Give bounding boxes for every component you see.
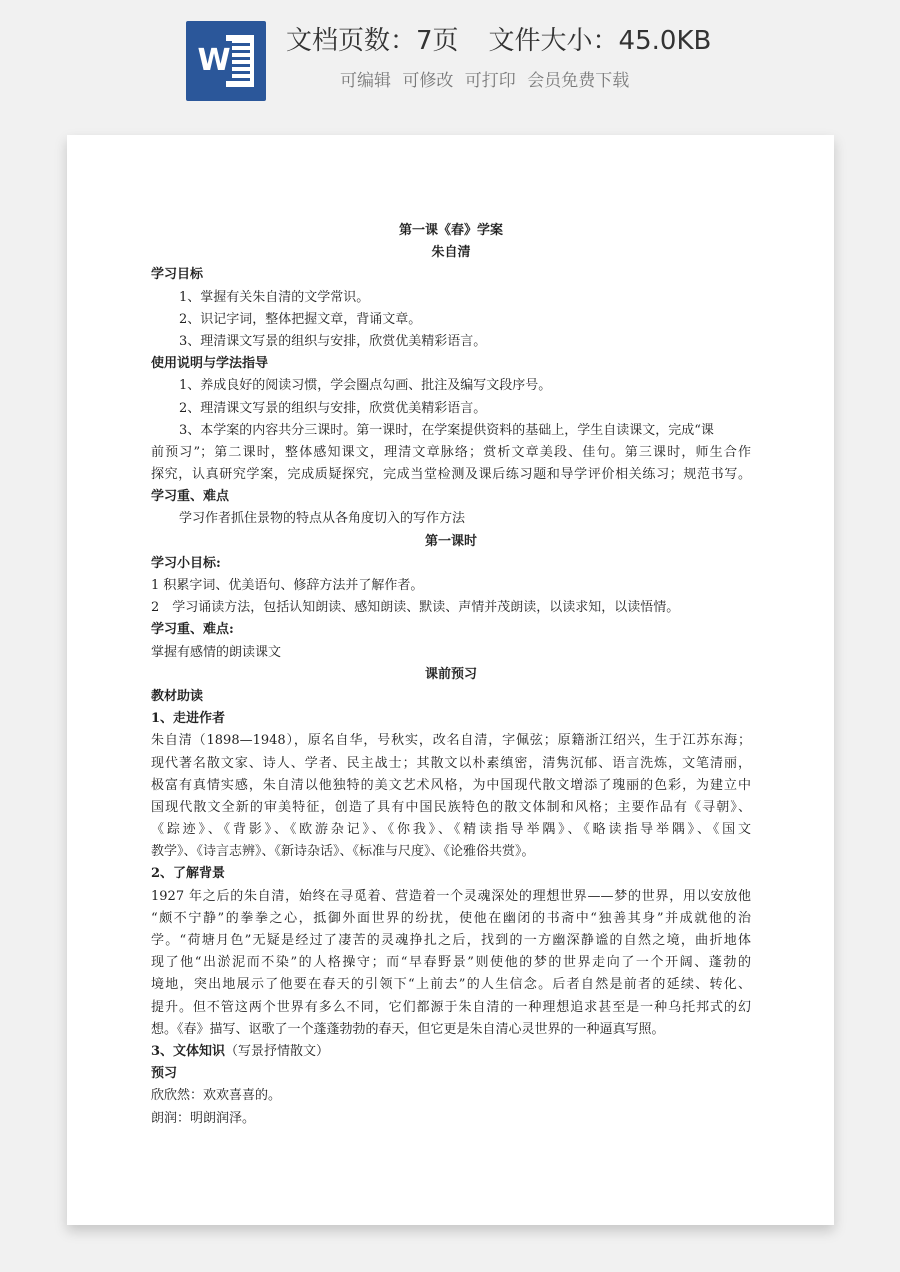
section-heading: 2、了解背景 <box>151 866 226 882</box>
usage-item: 前预习”；第二课时，整体感知课文，理清文章脉络；赏析文章美段、佳句。第三课时，师生合作 <box>151 444 751 460</box>
prep-item: 朗润：明朗润泽。 <box>151 1110 256 1126</box>
paragraph-line: 朱自清（1898—1948），原名自华，号秋实，改名自清，字佩弦；原籍浙江绍兴，生于江苏东海； <box>151 733 751 749</box>
section-heading: 学习小目标: <box>151 555 221 571</box>
paragraph-line: 教学》、《诗言志辨》、《新诗杂话》、《标准与尺度》、《论雅俗共赏》。 <box>151 844 535 860</box>
feature-list: 可编辑 可修改 可打印 会员免费下载 <box>340 71 630 91</box>
section-heading: 1、走进作者 <box>151 711 226 727</box>
preview-heading: 课前预习 <box>424 666 477 682</box>
lesson-heading: 第一课时 <box>424 533 477 549</box>
usage-item: 探究，认真研究学案，完成质疑探究，完成当堂检测及课后练习题和导学评价相关练习；规范书写。 <box>151 467 751 483</box>
paragraph-line: 提升。但不管这两个世界有多么不同，它们都源于朱自清的一种理想追求甚至是一种乌托邦式的幻 <box>151 999 751 1015</box>
prep-item: 欣欣然：欢欢喜喜的。 <box>151 1088 282 1104</box>
small-goal-item: 2 学习诵读方法，包括认知朗读、感知朗读、默读、声情并茂朗读，以读求知，以读悟情。 <box>151 600 680 616</box>
small-goal-item: 1 积累字词、优美语句、修辞方法并了解作者。 <box>151 578 424 593</box>
file-info <box>286 20 846 57</box>
genre-note: （写景抒情散文） <box>225 1043 330 1059</box>
paragraph-line: 国现代散文全新的审美特征，创造了具有中国民族特色的散文体制和风格；主要作品有《寻朝》、 <box>151 799 751 815</box>
paragraph-line: 想。《春》描写、讴歌了一个蓬蓬勃勃的春天，但它更是朱自清心灵世界的一种逼真写照。 <box>151 1021 665 1037</box>
paragraph-line: 现了他“出淤泥而不染”的人格操守；而“早春野景”则使他的梦的世界走向了一个开阔、蓬勃的 <box>151 955 751 971</box>
section-heading: 3、文体知识 <box>151 1043 226 1059</box>
word-letter: W <box>196 41 232 81</box>
paragraph-line: 《踪迹》、《背影》、《欧游杂记》、《你我》、《精读指导举隅》、《略读指导举隅》、《国文 <box>151 822 751 838</box>
section-heading: 使用说明与学法指导 <box>151 356 269 372</box>
goal-item: 2、识记字词，整体把握文章，背诵文章。 <box>179 311 422 327</box>
paragraph-line: “颇不宁静”的拳拳之心，抵御外面世界的纷扰，使他在幽闭的书斋中“独善其身”并成就他的治 <box>151 910 751 926</box>
keypoints-text: 学习作者抓住景物的特点从各角度切入的写作方法 <box>179 511 466 527</box>
paragraph-line: 学。“荷塘月色”无疑是经过了凄苦的灵魂挣扎之后，找到的一方幽深静谧的自然之境，曲折地体 <box>151 933 751 948</box>
paragraph-line: 现代著名散文家、诗人、学者、民主战士；其散文以朴素缜密，清隽沉郁、语言洗炼，文笔清丽， <box>151 755 751 771</box>
document-page <box>67 135 834 1225</box>
paragraph-line: 境地，突出地展示了他要在春天的引领下“上前去”的人生信念。后者自然是前者的延续、转化、 <box>151 977 751 993</box>
word-document-icon <box>186 21 266 101</box>
paragraph-line: 1927 年之后的朱自清，始终在寻觅着、营造着一个灵魂深处的理想世界——梦的世界，用以安放他 <box>151 888 751 904</box>
page-count: 文档页数：7页 <box>286 26 459 56</box>
genre-line <box>151 1041 751 1063</box>
document-body <box>151 220 751 1130</box>
section-heading: 预习 <box>151 1066 178 1082</box>
section-heading: 学习重、难点 <box>151 489 230 505</box>
lesson-keypoints-text: 掌握有感情的朗读课文 <box>151 644 282 660</box>
paragraph-line: 极富有真情实感，朱自清以他独特的美文艺术风格，为中国现代散文增添了瑰丽的色彩，为建立中 <box>151 777 751 793</box>
document-title: 第一课《春》学案 <box>398 223 503 238</box>
usage-item: 3、本学案的内容共分三课时。第一课时，在学案提供资料的基础上，学生自读课文，完成“课 <box>179 422 714 438</box>
usage-item: 2、理清课文写景的组织与安排，欣赏优美精彩语言。 <box>179 400 487 416</box>
goal-item: 3、理清课文写景的组织与安排，欣赏优美精彩语言。 <box>179 333 487 349</box>
download-banner <box>0 0 900 120</box>
section-heading: 教材助读 <box>151 688 204 704</box>
section-heading: 学习重、难点: <box>151 622 234 638</box>
document-author: 朱自清 <box>431 245 471 261</box>
file-size: 文件大小：45.0KB <box>488 26 712 56</box>
goal-item: 1、掌握有关朱自清的文学常识。 <box>179 289 370 305</box>
section-heading: 学习目标 <box>151 267 204 283</box>
usage-item: 1、养成良好的阅读习惯，学会圈点勾画、批注及编写文段序号。 <box>179 378 552 394</box>
